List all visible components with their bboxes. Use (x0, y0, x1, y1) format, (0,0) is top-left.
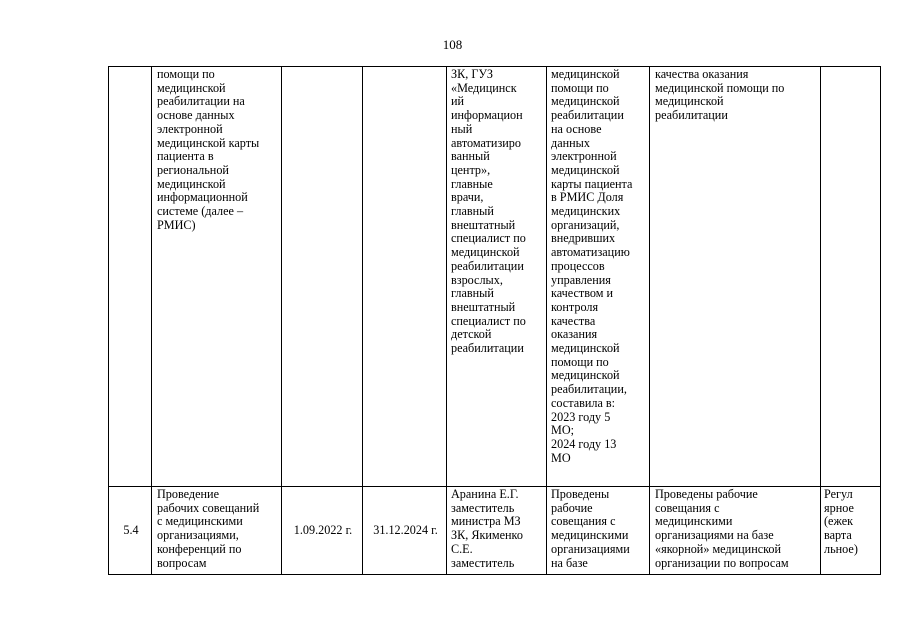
cell-end-date: 31.12.2024 г. (363, 487, 447, 575)
table-row (109, 67, 881, 487)
cell-start-date: 1.09.2022 г. (282, 487, 363, 575)
cell-responsible: Аранина Е.Г. заместитель министра МЗ ЗК, Якименко С.Е. заместитель (447, 487, 547, 575)
cell-activity: Проведение рабочих совещаний с медицинскими организациями, конференций по вопросам (152, 487, 282, 575)
page-number: 108 (442, 37, 463, 52)
cell-activity: помощи по медицинской реабилитации на основe данных электронной медицинской карты пациента в региональной медицинской информационной системе (далее – РМИС) (152, 67, 282, 487)
cell-responsible: ЗК, ГУЗ «Медицинск ий информацион ный автоматизиро ванный центр», главные врачи, главный внештатный специалист по медицинской реабилитации взрослых, главный внештатный специалист по детской реабилитации (447, 67, 547, 487)
cell-periodicity (821, 67, 881, 487)
table-row (109, 487, 881, 575)
cell-result: медицинской помощи по медицинской реабилитации на основе данных электронной медицинской карты пациента в РМИС Доля медицинских организаций, внедривших автоматизацию процессов управления качеством и контроля качества оказания медицинской помощи по медицинской реабилитации, составила в: 2023 году 5 МО; 2024 году 13 МО (547, 67, 650, 487)
cell-periodicity: Регул ярное (ежек варта льное) (821, 487, 881, 575)
cell-start-date (282, 67, 363, 487)
plan-table (108, 66, 881, 575)
cell-number: 5.4 (109, 487, 152, 575)
cell-result: Проведены рабочие совещания с медицинскими организациями на базе (547, 487, 650, 575)
cell-characteristic: Проведены рабочие совещания с медицинскими организациями на базе «якорной» медицинской организации по вопросам (650, 487, 821, 575)
cell-number (109, 67, 152, 487)
cell-end-date (363, 67, 447, 487)
cell-characteristic: качества оказания медицинской помощи по медицинской реабилитации (650, 67, 821, 487)
